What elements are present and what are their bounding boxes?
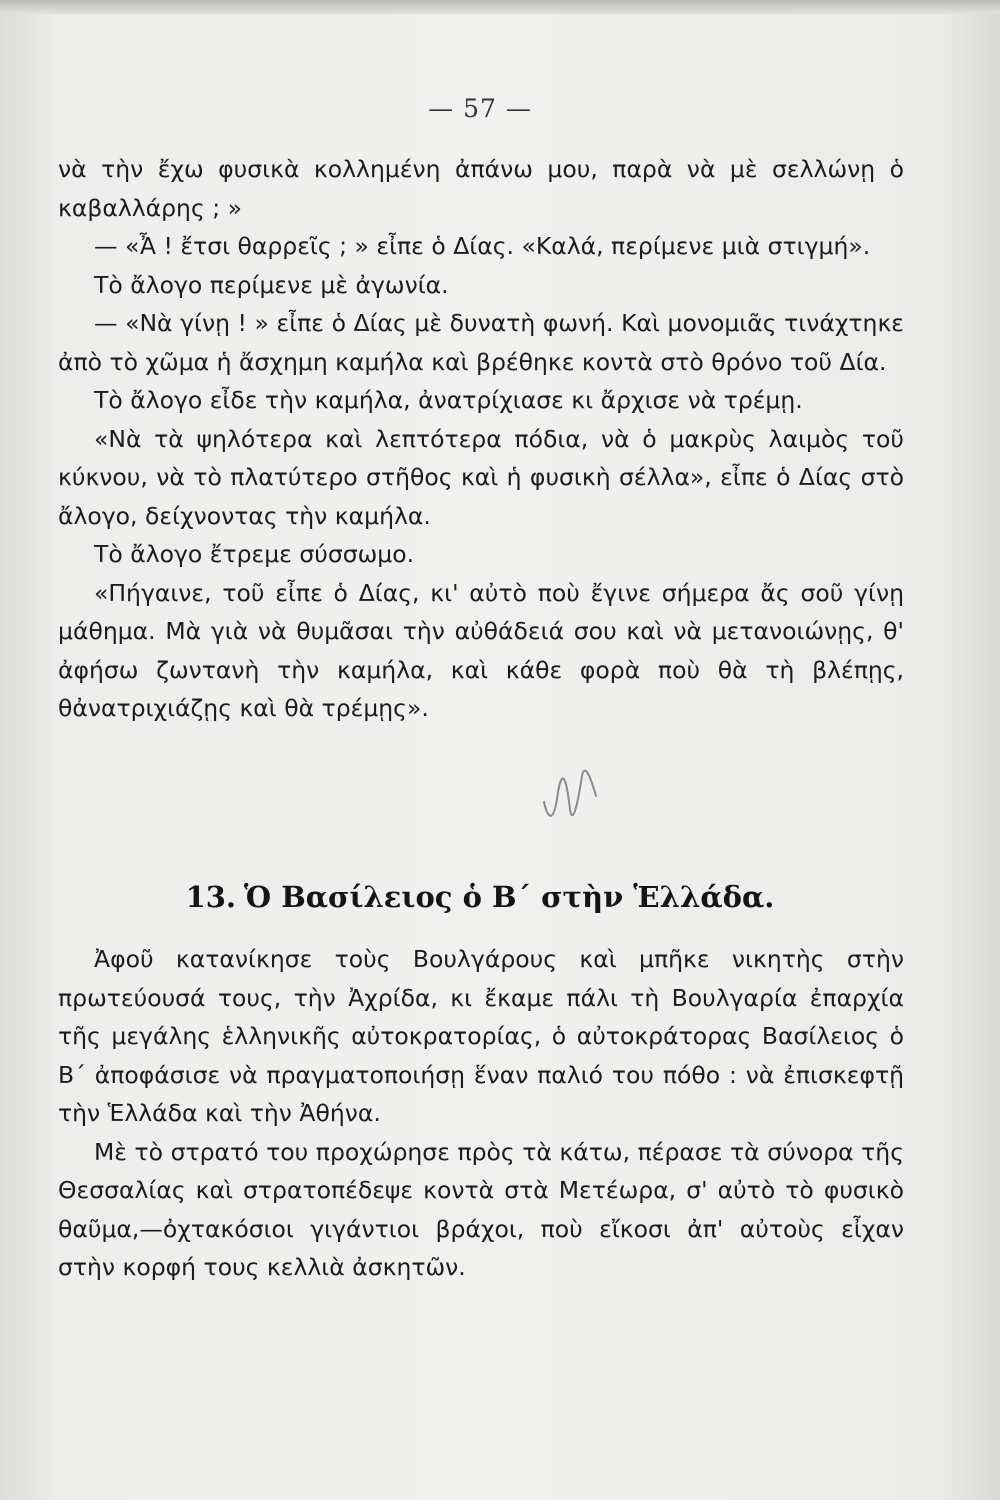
section-number: 13. [185,880,237,914]
paragraph-1: νὰ τὴν ἔχω φυσικὰ κολλημένη ἀπάνω μου, παρὰ νὰ μὲ σελλώνῃ ὁ καβαλλάρης ; » [58,155,904,222]
paragraph-8: «Πήγαινε, τοῦ εἶπε ὁ Δίας, κι' αὐτὸ ποὺ ἔγινε σήμερα ἄς σοῦ γίνῃ μάθημα. Μὰ γιὰ νὰ θυμᾶσαι τὴν αὐθάδειά σου καὶ νὰ μετανοιώνῃς, θ' ἀφήσω ζωντανὴ τὴν καμήλα, καὶ κάθε φορὰ ποὺ θὰ τὴ βλέπῃς, θἀνατριχιάζῃς καὶ θὰ τρέμῃς». [58,578,904,722]
text-block-top [58,150,904,728]
paragraph-5: Τὸ ἄλογο εἶδε τὴν καμήλα, ἀνατρίχιασε κι ἄρχισε νὰ τρέμῃ. [94,386,803,414]
page-top-edge [0,0,1000,14]
paragraph-4: — «Νὰ γίνῃ ! » εἶπε ὁ Δίας μὲ δυνατὴ φωνή. Καὶ μονομιᾶς τινάχτηκε ἀπὸ τὸ χῶμα ἡ ἄσχημη καμήλα καὶ βρέθηκε κοντὰ στὸ θρόνο τοῦ Δία. [58,309,904,376]
paragraph-2: — «Ἆ ! ἔτσι θαρρεῖς ; » εἶπε ὁ Δίας. «Καλά, περίμενε μιὰ στιγμή». [94,232,871,260]
paragraph-10: Μὲ τὸ στρατό του προχώρησε πρὸς τὰ κάτω, πέρασε τὰ σύνορα τῆς Θεσσαλίας καὶ στρατοπέδεψε κοντὰ στὰ Μετέωρα, σ' αὐτὸ τὸ φυσικὸ θαῦμα,—ὀχτακόσιοι γιγάντιοι βράχοι, ποὺ εἴκοσι ἀπ' αὐτοὺς εἶχαν στὴν κορφή τους κελλιὰ ἀσκητῶν. [58,1137,904,1281]
paragraph-3: Τὸ ἄλογο περίμενε μὲ ἀγωνία. [94,270,449,299]
section-heading [0,880,960,914]
paragraph-6: «Νὰ τὰ ψηλότερα καὶ λεπτότερα πόδια, νὰ ὁ μακρὺς λαιμὸς τοῦ κύκνου, νὰ τὸ πλατύτερο στῆθος καὶ ἡ φυσικὴ σέλλα», εἶπε ὁ Δίας στὸ ἄλογο, δείχνοντας τὴν καμήλα. [58,424,904,530]
paragraph-7: Τὸ ἄλογο ἔτρεμε σύσσωμο. [94,540,415,568]
text-block-bottom [58,940,904,1287]
page-number: — 57 — [428,94,532,123]
paragraph-9: Ἀφοῦ κατανίκησε τοὺς Βουλγάρους καὶ μπῆκε νικητὴς στὴν πρωτεύουσά τους, τὴν Ἀχρίδα, κι ἔκαμε πάλι τὴ Βουλγαρία ἐπαρχία τῆς μεγάλης ἑλληνικῆς αὐτοκρατορίας, ὁ αὐτοκράτορας Βασίλειος ὁ Β΄ ἀποφάσισε νὰ πραγματοποιήσῃ ἕναν παλιό του πόθο : νὰ ἐπισκεφτῇ τὴν Ἑλλάδα καὶ τὴν Ἀθήνα. [58,945,904,1127]
pencil-scribble-mark [538,762,618,830]
section-title: Ὁ Βασίλειος ὁ Β΄ στὴν Ἑλλάδα. [244,880,775,914]
